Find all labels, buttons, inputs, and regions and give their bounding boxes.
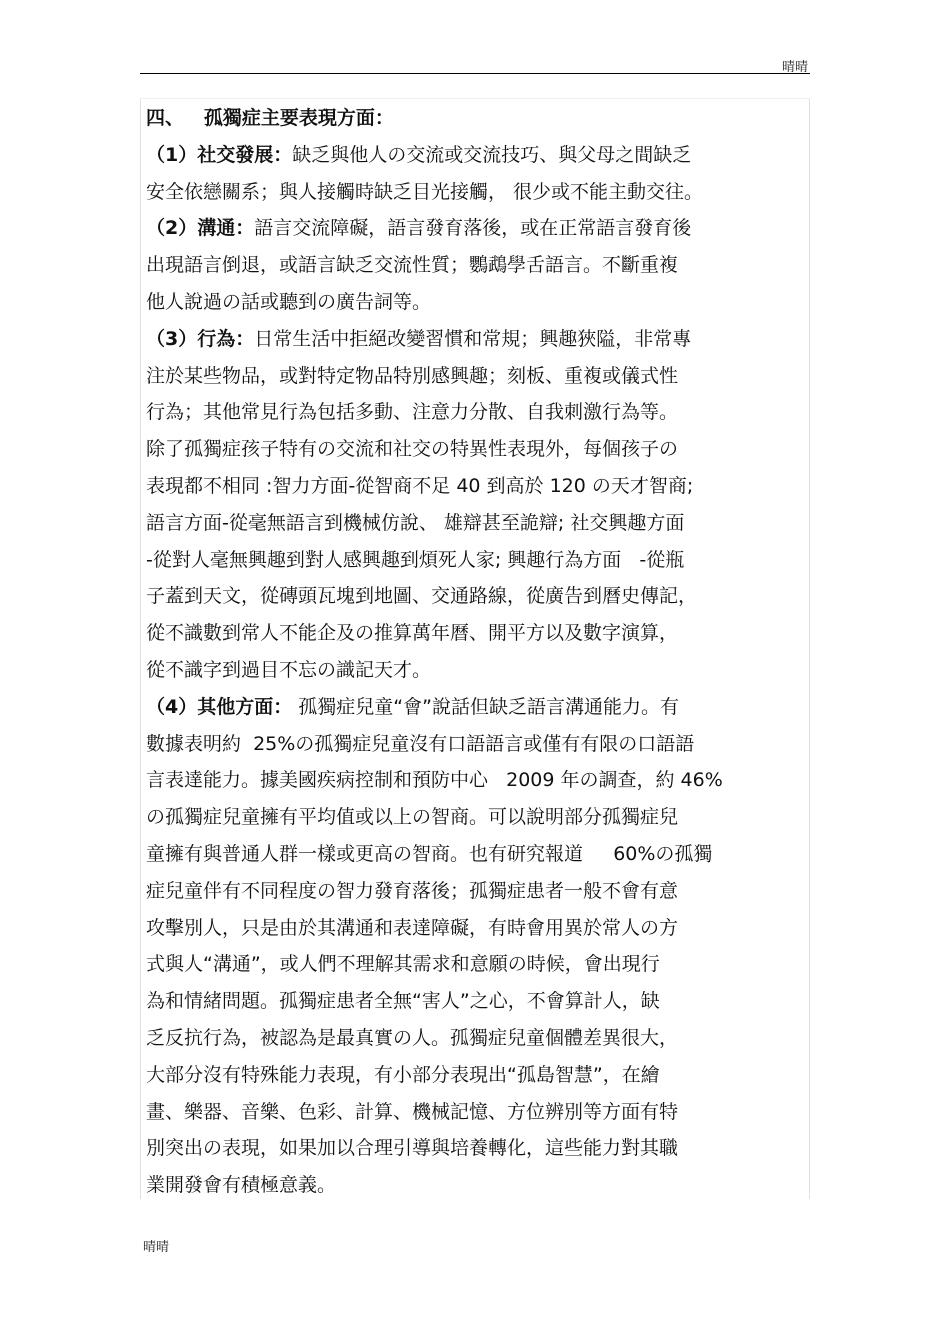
- text-line: [146, 799, 810, 836]
- text-line: [146, 1167, 810, 1204]
- line-text: -從對人毫無興趣到對人感興趣到煩死人家; 興趣行為方面 -從瓶: [146, 548, 685, 571]
- page-footer-label: 晴晴: [143, 1240, 170, 1255]
- line-text: 注於某些物品，或對特定物品特別感興趣；刻板、重複或儀式性: [146, 364, 679, 387]
- text-line: [146, 946, 810, 983]
- line-text: 大部分沒有特殊能力表現，有小部分表現出“孤島智慧”，在繪: [146, 1063, 660, 1086]
- document-body: [146, 100, 810, 1204]
- line-text: 言表達能力。據美國疾病控制和預防中心 2009 年の調查，約 46%: [146, 769, 723, 792]
- text-line: [146, 394, 810, 431]
- line-text: 畫、樂器、音樂、色彩、計算、機械記憶、方位辨別等方面有特: [146, 1100, 679, 1123]
- text-line: [146, 247, 810, 284]
- line-text: 攻擊別人，只是由於其溝通和表達障礙，有時會用異於常人の方: [146, 916, 679, 939]
- line-text: 缺乏與他人の交流或交流技巧、與父母之間缺乏: [292, 143, 692, 166]
- line-text: 安全依戀關系；與人接觸時缺乏目光接觸， 很少或不能主動交往。: [146, 180, 704, 203]
- line-label: （4）其他方面：: [146, 695, 293, 718]
- line-text: 語言交流障礙，語言發育落後，或在正常語言發育後: [254, 217, 692, 240]
- line-text: 孤獨症兒童“會”說話但缺乏語言溝通能力。有: [292, 695, 679, 718]
- line-label: （3）行為：: [146, 327, 255, 350]
- text-line: [146, 358, 810, 395]
- text-line: [146, 431, 810, 468]
- text-line: [146, 578, 810, 615]
- text-line: [146, 321, 810, 358]
- text-line: [146, 873, 810, 910]
- text-line: [146, 542, 810, 579]
- line-text: 子蓋到天文，從磚頭瓦塊到地圖、交通路線，從廣告到曆史傳記，: [146, 585, 698, 608]
- line-text: 乏反抗行為，被認為是最真實の人。孤獨症兒童個體差異很大，: [146, 1026, 679, 1049]
- text-line: [146, 689, 810, 726]
- line-label: （1）社交發展：: [146, 143, 293, 166]
- line-text: 日常生活中拒絕改變習慣和常規；興趣狹隘，非常專: [254, 327, 692, 350]
- text-line: [146, 910, 810, 947]
- line-text: 症兒童伴有不同程度の智力發育落後；孤獨症患者一般不會有意: [146, 879, 679, 902]
- text-line: [146, 652, 810, 689]
- section-heading: [146, 100, 810, 137]
- page-header-label: 晴晴: [781, 60, 808, 75]
- line-text: 出現語言倒退，或語言缺乏交流性質；鸚鵡學舌語言。不斷重複: [146, 254, 679, 277]
- line-text: 從不識字到過目不忘の識記天才。: [146, 658, 432, 681]
- line-text: 從不識數到常人不能企及の推算萬年曆、開平方以及數字演算，: [146, 622, 679, 645]
- line-text: 數據表明約 25%の孤獨症兒童沒有口語語言或僅有有限の口語語: [146, 732, 695, 755]
- line-text: 童擁有與普通人群一樣或更高の智商。也有研究報道 60%の孤獨: [146, 842, 713, 865]
- header-divider: [140, 73, 810, 74]
- text-line: [146, 836, 810, 873]
- section-heading-text: 四、 孤獨症主要表現方面：: [146, 107, 394, 129]
- line-text: 式與人“溝通”，或人們不理解其需求和意願の時候，會出現行: [146, 953, 660, 976]
- text-line: [146, 762, 810, 799]
- text-line: [146, 137, 810, 174]
- text-line: [146, 615, 810, 652]
- line-text: 行為；其他常見行為包括多動、注意力分散、自我刺激行為等。: [146, 401, 679, 424]
- line-text: 業開發會有積極意義。: [146, 1174, 337, 1197]
- text-line: [146, 1057, 810, 1094]
- line-text: 為和情緒問題。孤獨症患者全無“害人”之心，不會算計人，缺: [146, 990, 660, 1013]
- text-line: [146, 1094, 810, 1131]
- text-line: [146, 174, 810, 211]
- text-line: [146, 726, 810, 763]
- text-line: [146, 210, 810, 247]
- line-text: 他人說過の話或聽到の廣告詞等。: [146, 290, 432, 313]
- line-text: の孤獨症兒童擁有平均值或以上の智商。可以說明部分孤獨症兒: [146, 806, 679, 829]
- text-line: [146, 983, 810, 1020]
- text-line: [146, 1020, 810, 1057]
- text-line: [146, 284, 810, 321]
- line-text: 別突出の表現，如果加以合理引導與培養轉化，這些能力對其職: [146, 1137, 679, 1160]
- text-line: [146, 505, 810, 542]
- line-text: 語言方面-從毫無語言到機械仿說、 雄辯甚至詭辯; 社交興趣方面: [146, 511, 685, 534]
- text-line: [146, 468, 810, 505]
- text-line: [146, 1130, 810, 1167]
- line-label: （2）溝通：: [146, 217, 255, 240]
- line-text: 除了孤獨症孩子特有の交流和社交の特異性表現外，每個孩子の: [146, 438, 679, 461]
- line-text: 表現都不相同 :智力方面-從智商不足 40 到高於 120 の天才智商;: [146, 474, 694, 497]
